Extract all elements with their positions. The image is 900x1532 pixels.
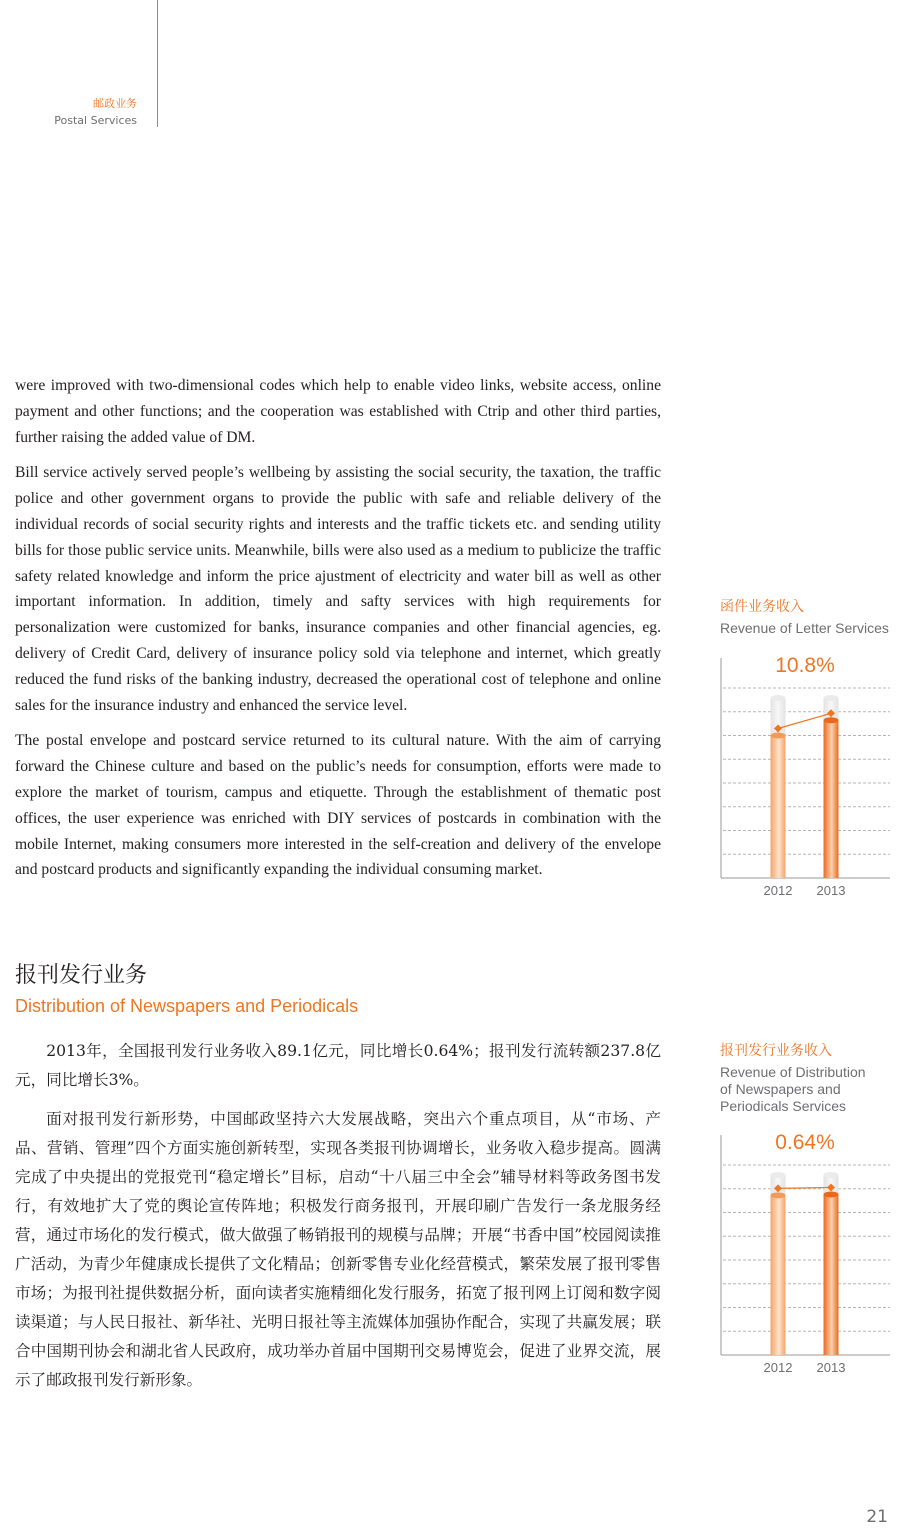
paragraph-bill-service: Bill service actively served people’s wellbeing by assisting the social security, the taxation, the traffic police and other government organs to provide the public with safe and reliable delivery of the individual records of social security rights and interests and the traffic tickets etc. and sending utility bills for those public service units. Meanwhile, bills were also used as a medium to publicize the traffic safety related knowledge and inform the price ajustment of electricity and water bill as well as other important information. In addition, timely and safty services with high requirements for personalization were customized for banks, insurance companies and other financial agencies, eg. delivery of Credit Card, delivery of insurance policy sold via telephone and internet, which greatly reduced the fund risks of the banking industry, decreased the operational cost of telephone and online sales for the insurance industry and enhanced the service level.: [15, 464, 661, 714]
chart2-title-en: Revenue of Distribution of Newspapers and Periodicals Services: [720, 1064, 866, 1114]
chart1-bar-2013: [824, 720, 839, 878]
chart2-title-cn: 报刊发行业务收入: [720, 1043, 832, 1059]
paragraph-revenue-summary: 2013年，全国报刊发行业务收入89.1亿元，同比增长0.64%；报刊发行流转额237.8亿元，同比增长3%。: [15, 1042, 661, 1089]
paragraph-distribution-strategy: 面对报刊发行新形势，中国邮政坚持六大发展战略，突出六个重点项目，从“市场、产品、营销、管理”四个方面实施创新转型，实现各类报刊协调增长，业务收入稳步提高。圆满完成了中央提出的党报党刊“稳定增长”目标，启动“十八届三中全会”辅导材料等政务图书发行，有效地扩大了党的舆论宣传阵地；积极发行商务报刊，开展印刷广告发行一条龙服务经营，通过市场化的发行模式，做大做强了畅销报刊的规模与品牌；开展“书香中国”校园阅读推广活动，为青少年健康成长提供了文化精品；创新零售专业化经营模式，繁荣发展了报刊零售市场；为报刊社提供数据分析，面向读者实施精细化发行服务，拓宽了报刊网上订阅和数字阅读渠道；与人民日报社、新华社、光明日报社等主流媒体加强协作配合，实现了共赢发展；联合中国期刊协会和湖北省人民政府，成功举办首届中国期刊交易博览会，促进了业界交流，展示了邮政报刊发行新形象。: [15, 1110, 661, 1389]
chart1-bar-cap-2013: [824, 717, 839, 723]
chart2-growth-label: 0.64%: [775, 1131, 835, 1154]
chart2-bar-cap-2012: [771, 1192, 786, 1198]
paragraph-dm: were improved with two-dimensional codes which help to enable video links, website access, online payment and other functions; and the cooperation was established with Ctrip and other third parties, further raising the added value of DM.: [15, 377, 661, 446]
chart2-x-tick-2012: 2012: [763, 1360, 793, 1375]
paragraph-postcard-service: The postal envelope and postcard service returned to its cultural nature. With the aim of carrying forward the Chinese culture and based on the public’s needs for consumption, efforts were made to explore the market of tourism, campus and etiquette. Through the establishment of thematic post offices, the user experience was enriched with DIY services of postcards in combination with the mobile Internet, making consumers more interested in the self-creation and delivery of the envelope and postcard products and significantly expanding the individual consuming market.: [15, 732, 661, 879]
header-divider-line: [157, 0, 158, 127]
chart2-caption: [720, 1040, 895, 1115]
chart2-bar-2013: [824, 1194, 839, 1355]
chart1-svg: [720, 650, 890, 900]
chart1-caption: [720, 596, 895, 637]
section-title-cn: 报刊发行业务: [15, 963, 148, 988]
chart2-svg: [720, 1127, 890, 1377]
chart2-bar-2012: [771, 1195, 786, 1355]
chart1-bar-cap-2012: [771, 733, 786, 739]
chart1-bar-track-cap: [771, 695, 786, 701]
chart1-title-en: Revenue of Letter Services: [720, 620, 889, 636]
section-title-en: Distribution of Newspapers and Periodicals: [15, 996, 359, 1016]
chart1-title-cn: 函件业务收入: [720, 599, 804, 615]
chart1-x-tick-2012: 2012: [763, 883, 793, 898]
header-section-en: Postal Services: [54, 114, 137, 127]
chart1-bar-track-cap: [824, 695, 839, 701]
chart2-bar-cap-2013: [824, 1191, 839, 1197]
chart2-x-tick-2013: 2013: [816, 1360, 846, 1375]
chart2: [720, 1127, 890, 1377]
chart1-trend-line: [778, 713, 831, 728]
chart2-bar-track-cap: [771, 1172, 786, 1178]
body-english: [15, 373, 661, 893]
chart1-x-tick-2013: 2013: [816, 883, 846, 898]
chart1-bar-2012: [771, 736, 786, 879]
chart1: [720, 650, 890, 900]
header-section-cn: 邮政业务: [93, 97, 137, 110]
chart2-bar-track-cap: [824, 1172, 839, 1178]
page-number: 21: [866, 1507, 888, 1527]
chart1-growth-label: 10.8%: [775, 654, 835, 677]
body-chinese: [15, 1037, 661, 1405]
